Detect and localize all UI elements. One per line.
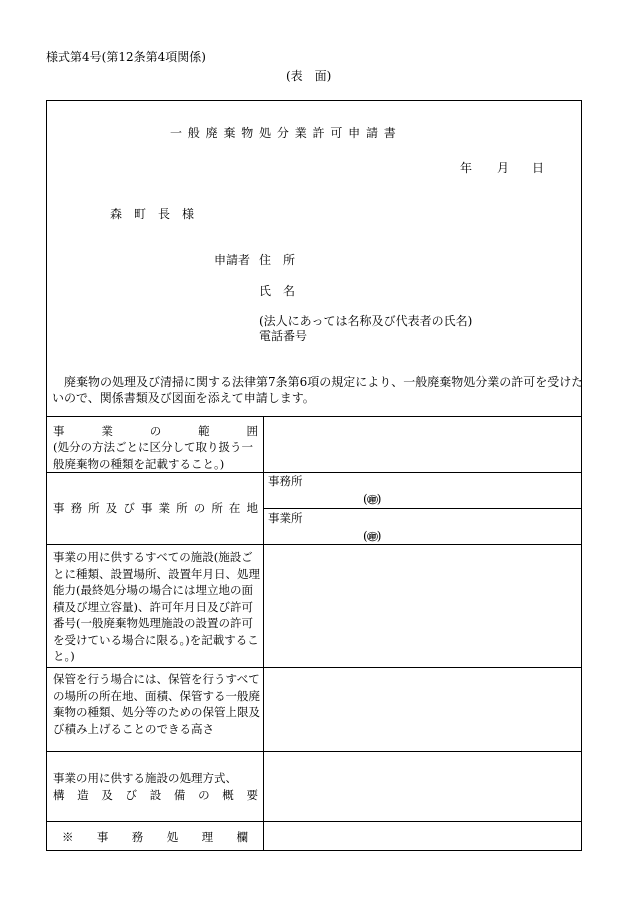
date-month-label: 月 — [497, 161, 510, 175]
divider — [46, 544, 582, 545]
method-label: 事業の用に供する施設の処理方式、 — [53, 771, 237, 785]
divider — [46, 821, 582, 822]
address-label: 住 所 — [259, 253, 296, 267]
office-seal: (㊞) — [363, 491, 381, 509]
method-label-cont: 構造及び設備の概要 — [53, 788, 258, 802]
office-label: 事務所 — [268, 474, 303, 488]
divider — [46, 667, 582, 668]
corporate-note: (法人にあっては名称及び代表者の氏名) — [259, 314, 473, 328]
phone-label: 電話番号 — [259, 329, 308, 343]
seal-icon: ㊞ — [366, 496, 378, 506]
site-label: 事業所 — [268, 511, 303, 525]
form-number: 様式第4号(第12条第4項関係) — [46, 50, 206, 64]
form-title: 一 般 廃 棄 物 処 分 業 許 可 申 請 書 — [170, 126, 397, 140]
location-label: 事務所及び事業所の所在地 — [53, 501, 258, 515]
name-label: 氏 名 — [259, 284, 296, 298]
scope-note: (処分の方法ごとに区分して取り扱う一般廃棄物の種類を記載すること。) — [53, 440, 253, 471]
date-year-label: 年 — [460, 161, 473, 175]
divider — [46, 472, 582, 473]
facilities-label: 事業の用に供するすべての施設(施設ごとに種類、設置場所、設置年月日、処理能力(最終処分場の場合には埋立地の面積及び埋立容量)、許可年月日及び許可番号(一般廃棄物処理施設の設置の許可を受けている場合に限る。)を記載すること。) — [53, 550, 260, 663]
application-statement: 廃棄物の処理及び清掃に関する法律第7条第6項の規定により、一般廃棄物処分業の許可を受けた — [64, 375, 584, 389]
column-divider — [263, 416, 264, 851]
form-side-label: (表 面) — [286, 69, 332, 83]
storage-label: 保管を行う場合には、保管を行うすべての場所の所在地、面積、保管する一般廃棄物の種類、処分等のための保管上限及び積み上げることのできる高さ — [53, 672, 260, 736]
addressee: 森 町 長 様 — [110, 207, 195, 221]
site-seal: (㊞) — [363, 528, 381, 546]
scope-title: 事業の範囲 — [53, 424, 258, 438]
application-statement-cont: いので、関係書類及び図面を添えて申請します。 — [52, 391, 315, 405]
date-day-label: 日 — [532, 161, 545, 175]
office-use-label: ※事務処理欄 — [62, 830, 248, 844]
divider — [46, 751, 582, 752]
divider — [263, 508, 582, 509]
applicant-label: 申請者 — [214, 253, 251, 267]
seal-icon: ㊞ — [366, 533, 378, 543]
divider — [46, 416, 582, 417]
